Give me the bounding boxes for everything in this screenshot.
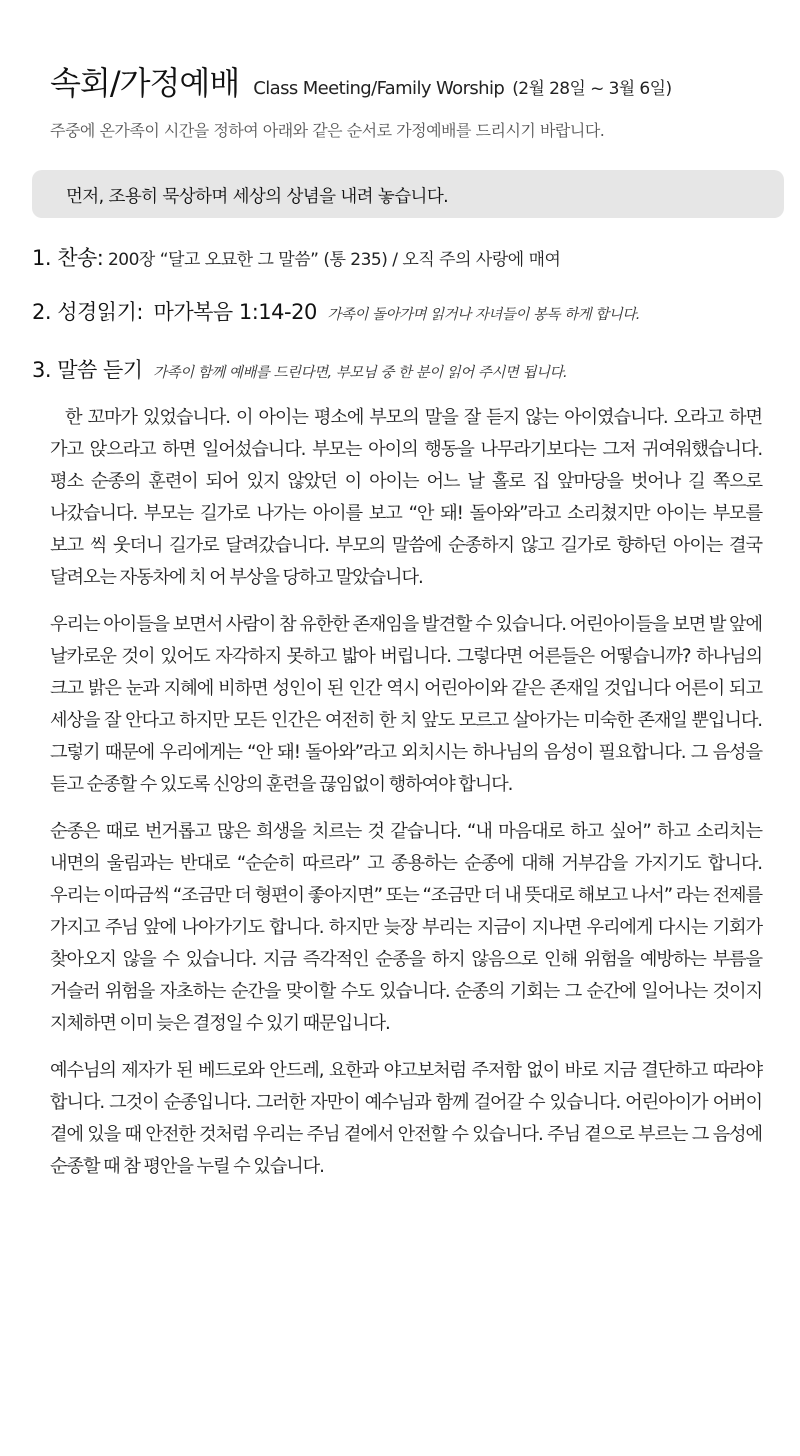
sermon-paragraph: 한 꼬마가 있었습니다. 이 아이는 평소에 부모의 말을 잘 듣지 않는 아이였습니다. 오라고 하면 가고 앉으라고 하면 일어섰습니다. 부모는 아이의 행동을 나무라기보다는 그저 귀여워했습니다. 평소 순종의 훈련이 되어 있지 않았던 이 아이는 어느 날 홀로 집 앞마당을 벗어나 길 쪽으로 나갔습니다. 부모는 길가로 나가는 아이를 보고 “안 돼! 돌아와”라고 소리쳤지만 아이는 부모를 보고 씩 웃더니 길가로 달려갔습니다. 부모의 말씀에 순종하지 않고 길가로 향하던 아이는 결국 달려오는 자동차에 치 어 부상을 당하고 말았습니다. (50, 407, 762, 588)
page-title-english: Class Meeting/Family Worship (253, 78, 505, 99)
step-label: 1. 찬송: (32, 246, 104, 270)
date-range: (2월 28일 ~ 3월 6일) (512, 79, 672, 99)
step-bible-reading (32, 296, 640, 326)
sermon-body (50, 402, 762, 1198)
step-note: 가족이 돌아가며 읽거나 자녀들이 봉독 하게 합니다. (327, 307, 640, 323)
step-text: 마가복음 1:14-20 (153, 300, 317, 324)
sermon-paragraph: 순종은 때로 번거롭고 많은 희생을 치르는 것 같습니다. “내 마음대로 하고 싶어” 하고 소리치는 내면의 울림과는 반대로 “순순히 따르라” 고 종용하는 순종에 대해 거부감을 가지기도 합니다. 우리는 이따금씩 “조금만 더 형편이 좋아지면” 또는 “조금만 더 내 뜻대로 해보고 나서” 라는 전제를 가지고 주님 앞에 나아가기도 합니다. 하지만 늦장 부리는 지금이 지나면 우리에게 다시는 기회가 찾아오지 않을 수 있습니다. 지금 즉각적인 순종을 하지 않음으로 인해 위험을 예방하는 부름을 거슬러 위험을 자초하는 순간을 맞이할 수도 있습니다. 순종의 기회는 그 순간에 일어나는 것이지 지체하면 이미 늦은 결정일 수 있기 때문입니다. (50, 821, 762, 1034)
page-subtitle: 주중에 온가족이 시간을 정하여 아래와 같은 순서로 가정예배를 드리시기 바랍니다. (50, 121, 605, 140)
meditation-banner (32, 170, 784, 218)
page-title-row (50, 58, 770, 104)
sermon-paragraph: 예수님의 제자가 된 베드로와 안드레, 요한과 야고보처럼 주저함 없이 바로 지금 결단하고 따라야 합니다. 그것이 순종입니다. 그러한 자만이 예수님과 함께 걸어갈 수 있습니다. 어린아이가 어버이 곁에 있을 때 안전한 것처럼 우리는 주님 곁에서 안전할 수 있습니다. 주님 곁으로 부르는 그 음성에 순종할 때 참 평안을 누릴 수 있습니다. (50, 1060, 762, 1177)
step-sermon (32, 354, 567, 384)
sermon-paragraph: 우리는 아이들을 보면서 사람이 참 유한한 존재임을 발견할 수 있습니다. 어린아이들을 보면 발 앞에 날카로운 것이 있어도 자각하지 못하고 밟아 버립니다. 그렇다면 어른들은 어떻습니까? 하나님의 크고 밝은 눈과 지혜에 비하면 성인이 된 인간 역시 어린아이와 같은 존재일 것입니다 어른이 되고 세상을 잘 안다고 하지만 모든 인간은 여전히 한 치 앞도 모르고 살아가는 미숙한 존재일 뿐입니다. 그렇기 때문에 우리에게는 “안 돼! 돌아와”라고 외치시는 하나님의 음성이 필요합니다. 그 음성을 듣고 순종할 수 있도록 신앙의 훈련을 끊임없이 행하여야 합니다. (50, 614, 762, 795)
page-title: 속회/가정예배 (50, 64, 240, 102)
step-label: 3. 말씀 듣기 (32, 358, 143, 382)
step-note: 가족이 함께 예배를 드린다면, 부모님 중 한 분이 읽어 주시면 됩니다. (153, 365, 568, 381)
step-label: 2. 성경읽기: (32, 300, 143, 324)
step-hymn (32, 242, 560, 272)
banner-text: 먼저, 조용히 묵상하며 세상의 상념을 내려 놓습니다. (66, 187, 449, 207)
step-text: 200장 “달고 오묘한 그 말씀” (통 235) / 오직 주의 사랑에 매여 (107, 250, 561, 270)
